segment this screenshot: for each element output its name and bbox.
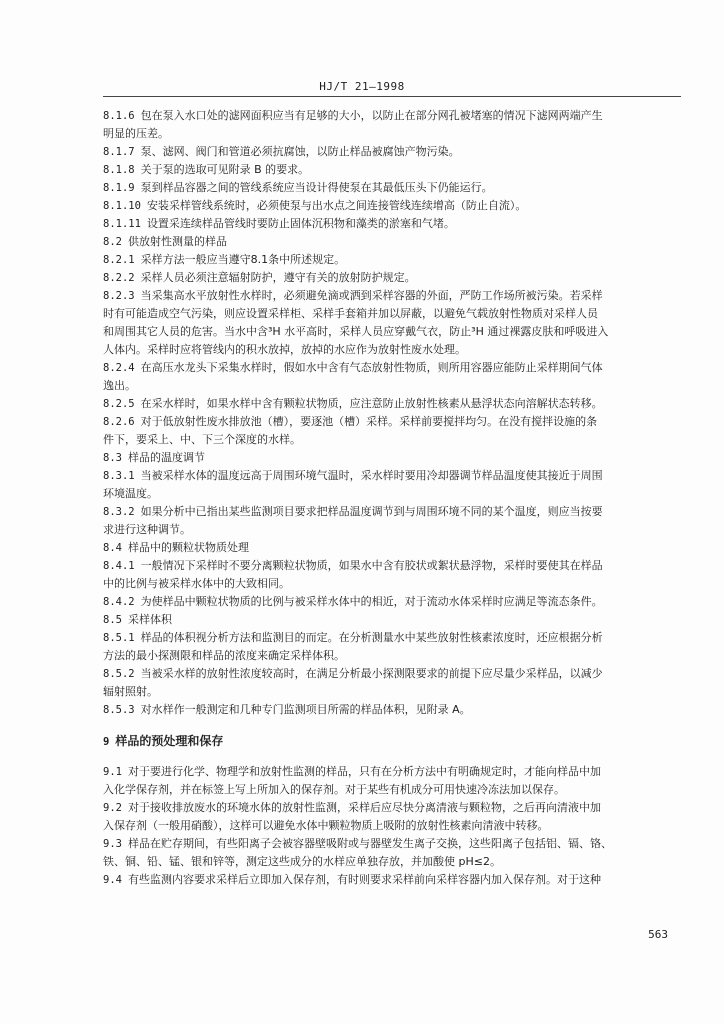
clause-text: 样品的体积视分析方法和监测目的而定。在分析测量水中某些放射性核素浓度时，还应根据分析 bbox=[140, 631, 603, 644]
clause-text: 供放射性测量的样品 bbox=[127, 235, 227, 248]
clause-number: 8.5 bbox=[103, 614, 122, 626]
clause-text: 对于要进行化学、物理学和放射性监测的样品，只有在分析方法中有明确规定时，才能向样品中加 bbox=[127, 765, 601, 778]
clause-text: 当被采水样的放射性浓度较高时，在满足分析最小探测限要求的前提下应尽量少采样品，以减少 bbox=[140, 667, 603, 680]
clause-number: 8.1.10 bbox=[103, 200, 141, 212]
clause-line bbox=[103, 179, 681, 197]
clause-text: 环境温度。 bbox=[103, 487, 158, 500]
continuation-line bbox=[103, 817, 681, 835]
clause-line bbox=[103, 161, 681, 179]
clause-text: 关于泵的选取可见附录 B 的要求。 bbox=[140, 163, 310, 176]
clause-line bbox=[103, 799, 681, 817]
continuation-line bbox=[103, 521, 681, 539]
clause-text: 采样人员必须注意辐射防护，遵守有关的放射防护规定。 bbox=[140, 271, 416, 284]
clause-number: 8.1.8 bbox=[103, 164, 135, 176]
clause-text: 当被采样水体的温度远高于周围环境气温时，采水样时要用冷却器调节样品温度使其接近于周围 bbox=[140, 469, 603, 482]
clause-number: 8.5.2 bbox=[103, 668, 135, 680]
continuation-line bbox=[103, 431, 681, 449]
clause-text: 泵到样品容器之间的管线系统应当设计得使泵在其最低压头下仍能运行。 bbox=[140, 181, 493, 194]
clause-line bbox=[103, 215, 681, 233]
clause-line bbox=[103, 731, 681, 751]
continuation-line bbox=[103, 377, 681, 395]
clause-line bbox=[103, 629, 681, 647]
clause-text: 样品的温度调节 bbox=[127, 451, 205, 464]
continuation-line bbox=[103, 853, 681, 871]
continuation-line bbox=[103, 575, 681, 593]
continuation-line bbox=[103, 485, 681, 503]
section-gap bbox=[103, 719, 681, 731]
clause-text: 时有可能造成空气污染，则应设置采样柜、采样手套箱并加以屏蔽，以避免气载放射性物质对采样人员 bbox=[103, 307, 598, 320]
clause-line bbox=[103, 557, 681, 575]
clause-text: 设置采连续样品管线时要防止固体沉积物和藻类的淤塞和气堵。 bbox=[146, 217, 455, 230]
continuation-line bbox=[103, 125, 681, 143]
clause-text: 样品的预处理和保存 bbox=[115, 734, 224, 748]
clause-line bbox=[103, 835, 681, 853]
clause-line bbox=[103, 233, 681, 251]
clause-number: 9.1 bbox=[103, 766, 122, 778]
clause-text: 一般情况下采样时不要分离颗粒状物质，如果水中含有胶状或絮状悬浮物，采样时要使其在样品 bbox=[140, 559, 603, 572]
clause-number: 8.1.7 bbox=[103, 146, 135, 158]
header-rule bbox=[103, 96, 681, 97]
clause-number: 8.4.2 bbox=[103, 596, 135, 608]
clause-text: 采样方法一般应当遵守8.1条中所述规定。 bbox=[140, 253, 346, 266]
clause-number: 8.2.3 bbox=[103, 290, 135, 302]
clause-text: 对于低放射性废水排放池（槽），要逐池（槽）采样。采样前要搅拌均匀。在没有搅拌设施的条 bbox=[140, 415, 598, 428]
clause-number: 8.2.4 bbox=[103, 362, 135, 374]
clause-line bbox=[103, 539, 681, 557]
clause-line bbox=[103, 413, 681, 431]
clause-number: 8.3 bbox=[103, 452, 122, 464]
clause-text: 求进行这种调节。 bbox=[103, 523, 191, 536]
clause-line bbox=[103, 395, 681, 413]
clause-text: 逸出。 bbox=[103, 379, 136, 392]
clause-number: 9.2 bbox=[103, 802, 122, 814]
clause-number: 9.4 bbox=[103, 874, 122, 886]
clause-line bbox=[103, 107, 681, 125]
clause-number: 8.2.2 bbox=[103, 272, 135, 284]
clause-number: 9.3 bbox=[103, 838, 122, 850]
section-gap bbox=[103, 751, 681, 763]
clause-line bbox=[103, 269, 681, 287]
clause-text: 包在泵入水口处的滤网面积应当有足够的大小，以防止在部分网孔被堵塞的情况下滤网两端产生 bbox=[140, 109, 603, 122]
clause-text: 采样体积 bbox=[127, 613, 172, 626]
clause-number: 8.1.6 bbox=[103, 110, 135, 122]
clause-line bbox=[103, 701, 681, 719]
clause-number: 8.1.9 bbox=[103, 182, 135, 194]
clause-number: 8.5.3 bbox=[103, 704, 135, 716]
clause-number: 8.4.1 bbox=[103, 560, 135, 572]
clause-line bbox=[103, 665, 681, 683]
clause-number: 8.3.1 bbox=[103, 470, 135, 482]
clause-text: 有些监测内容要求采样后立即加入保存剂，有时则要求采样前向采样容器内加入保存剂。对于这种 bbox=[127, 873, 601, 886]
clause-text: 辐射照射。 bbox=[103, 685, 158, 698]
clause-text: 在高压水龙头下采集水样时，假如水中含有气态放射性物质，则所用容器应能防止采样期间气体 bbox=[140, 361, 603, 374]
clause-text: 明显的压差。 bbox=[103, 127, 169, 140]
continuation-line bbox=[103, 647, 681, 665]
clause-number: 8.1.11 bbox=[103, 218, 141, 230]
clause-text: 在采水样时，如果水样中含有颗粒状物质，应注意防止放射性核素从悬浮状态向溶解状态转移。 bbox=[140, 397, 603, 410]
clause-text: 件下，要采上、中、下三个深度的水样。 bbox=[103, 433, 301, 446]
clause-text: 入化学保存剂，并在标签上写上所加入的保存剂。对于某些有机成分可用快速冷冻法加以保存。 bbox=[103, 783, 565, 796]
clause-text: 泵、滤网、阀门和管道必须抗腐蚀，以防止样品被腐蚀产物污染。 bbox=[140, 145, 460, 158]
clause-text: 中的比例与被采样水体中的大致相同。 bbox=[103, 577, 290, 590]
clause-text: 人体内。采样时应将管线内的积水放掉，放掉的水应作为放射性废水处理。 bbox=[103, 343, 466, 356]
continuation-line bbox=[103, 323, 681, 341]
clause-text: 方法的最小探测限和样品的浓度来确定采样体积。 bbox=[103, 649, 345, 662]
clause-number: 8.2.1 bbox=[103, 254, 135, 266]
page-number: 563 bbox=[648, 928, 668, 941]
clause-line bbox=[103, 593, 681, 611]
continuation-line bbox=[103, 305, 681, 323]
clause-number: 8.2.5 bbox=[103, 398, 135, 410]
clause-text: 当采集高水平放射性水样时，必须避免滴或洒到采样容器的外面，严防工作场所被污染。若采样 bbox=[140, 289, 603, 302]
clause-text: 铁、铜、铅、锰、银和锌等，测定这些成分的水样应单独存放，并加酸使 pH≤2。 bbox=[103, 855, 501, 868]
clause-text: 和周围其它人员的危害。当水中含³H 水平高时，采样人员应穿戴气衣，防止³H 通过裸露皮肤和呼吸进入 bbox=[103, 325, 609, 338]
clause-text: 样品在贮存期间，有些阳离子会被容器壁吸附或与器壁发生离子交换，这些阳离子包括铝、镉、铬、 bbox=[127, 837, 612, 850]
clause-text: 为使样品中颗粒状物质的比例与被采样水体中的相近，对于流动水体采样时应满足等流态条件。 bbox=[140, 595, 603, 608]
clause-text: 对水样作一般测定和几种专门监测项目所需的样品体积，见附录 A。 bbox=[140, 703, 471, 716]
clause-line bbox=[103, 503, 681, 521]
clause-number: 8.2 bbox=[103, 236, 122, 248]
clause-line bbox=[103, 197, 681, 215]
clause-text: 安装采样管线系统时，必须使泵与出水点之间连接管线连续增高（防止自流）。 bbox=[146, 199, 527, 212]
clause-line bbox=[103, 611, 681, 629]
clause-number: 8.5.1 bbox=[103, 632, 135, 644]
continuation-line bbox=[103, 341, 681, 359]
clause-line bbox=[103, 449, 681, 467]
clause-text: 如果分析中已指出某些监测项目要求把样品温度调节到与周围环境不同的某个温度，则应当按要 bbox=[140, 505, 603, 518]
page-header: HJ/T 21—1998 bbox=[319, 80, 405, 93]
clause-number: 8.4 bbox=[103, 542, 122, 554]
clause-text: 入保存剂（一般用硝酸），这样可以避免水体中颗粒物质上吸附的放射性核素向清液中转移。 bbox=[103, 819, 549, 832]
clause-number: 8.2.6 bbox=[103, 416, 135, 428]
clause-number: 9 bbox=[103, 736, 110, 748]
continuation-line bbox=[103, 683, 681, 701]
clause-number: 8.3.2 bbox=[103, 506, 135, 518]
continuation-line bbox=[103, 781, 681, 799]
clause-text: 样品中的颗粒状物质处理 bbox=[127, 541, 249, 554]
clause-line bbox=[103, 143, 681, 161]
clause-line bbox=[103, 871, 681, 889]
clause-line bbox=[103, 359, 681, 377]
clause-line bbox=[103, 467, 681, 485]
clause-line bbox=[103, 763, 681, 781]
clause-line bbox=[103, 251, 681, 269]
clause-text: 对于接收排放废水的环境水体的放射性监测，采样后应尽快分离清液与颗粒物，之后再向清液中加 bbox=[127, 801, 601, 814]
clause-line bbox=[103, 287, 681, 305]
document-body bbox=[103, 107, 681, 889]
